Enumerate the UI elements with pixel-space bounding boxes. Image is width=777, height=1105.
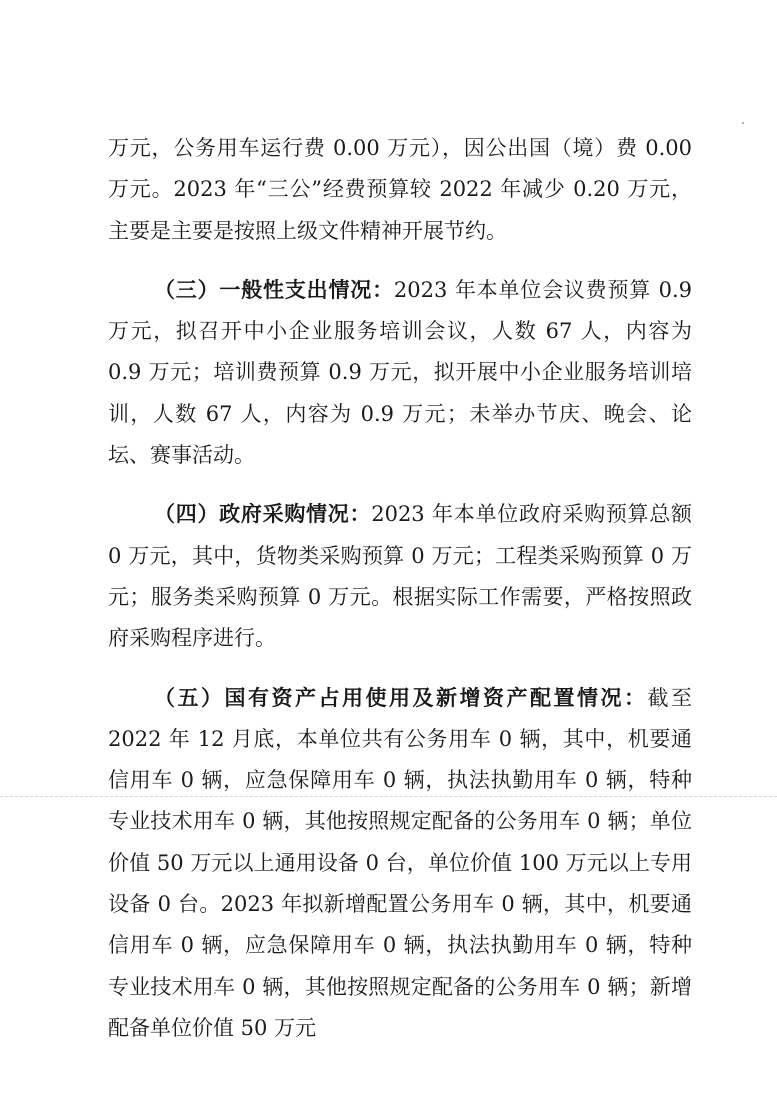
- section-heading: （五）国有资产占用使用及新增资产配置情况：: [154, 685, 648, 710]
- paragraph-government-procurement: [108, 494, 692, 659]
- section-heading: （四）政府采购情况：: [154, 502, 372, 527]
- paragraph-text: 截至 2022 年 12 月底，本单位共有公务用车 0 辆，其中，机要通信用车 0 辆，应急保障用车 0 辆，执法执勤用车 0 辆，特种专业技术用车 0 辆，其他按照规定配备的公务用车 0 辆；单位价值 50 万元以上通用设备 0 台，单位价值 100 万元以上专用设备 0 台。2023 年拟新增配置公务用车 0 辆，其中，机要通信用车 0 辆，应急保障用车 0 辆，执法执勤用车 0 辆，特种专业技术用车 0 辆，其他按照规定配备的公务用车 0 辆；新增配备单位价值 50 万元: [108, 685, 692, 1040]
- paragraph-general-expenditure: [108, 270, 692, 476]
- paragraph-text: 2023 年本单位会议费预算 0.9 万元，拟召开中小企业服务培训会议，人数 67 人，内容为 0.9 万元；培训费预算 0.9 万元，拟开展中小企业服务培训培训，人数 67 人，内容为 0.9 万元；未举办节庆、晚会、论坛、赛事活动。: [108, 277, 692, 468]
- paragraph-state-assets: [108, 678, 692, 1050]
- scan-speck: [742, 122, 744, 124]
- paragraph-text: 万元，公务用车运行费 0.00 万元），因公出国（境）费 0.00 万元。2023 年“三公”经费预算较 2022 年减少 0.20 万元，主要是主要是按照上级文件精神开展节约。: [108, 136, 692, 243]
- section-heading: （三）一般性支出情况：: [154, 277, 394, 302]
- paragraph-continuation: [108, 128, 692, 252]
- paragraph-text: 2023 年本单位政府采购预算总额 0 万元，其中，货物类采购预算 0 万元；工程类采购预算 0 万元；服务类采购预算 0 万元。根据实际工作需要，严格按照政府采购程序进行。: [108, 502, 692, 651]
- document-body: [108, 128, 692, 1049]
